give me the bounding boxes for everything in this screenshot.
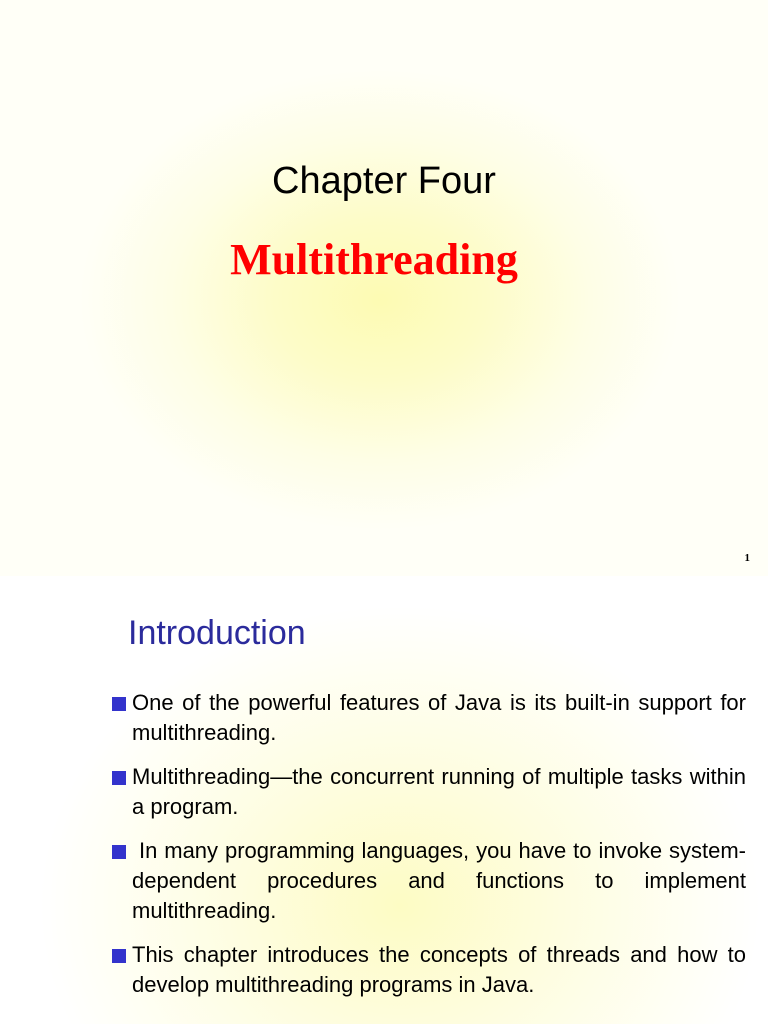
list-item xyxy=(110,762,746,822)
bullet-list xyxy=(110,688,753,1014)
chapter-title: Chapter Four xyxy=(272,160,496,202)
bullet-text: In many programming languages, you have to invoke system-dependent procedures and functions to implement multithreading. xyxy=(132,838,753,923)
list-item xyxy=(110,688,746,748)
bullet-text: This chapter introduces the concepts of threads and how to develop multithreading programs in Java. xyxy=(132,942,746,997)
square-bullet-icon xyxy=(112,949,126,963)
section-heading: Introduction xyxy=(128,614,306,652)
introduction-slide xyxy=(0,576,768,1024)
bullet-text: Multithreading—the concurrent running of multiple tasks within a program. xyxy=(132,764,746,819)
square-bullet-icon xyxy=(112,697,126,711)
bullet-text: One of the powerful features of Java is its built-in support for multithreading. xyxy=(132,690,746,745)
square-bullet-icon xyxy=(112,845,126,859)
list-item xyxy=(110,940,746,1000)
square-bullet-icon xyxy=(112,771,126,785)
list-item xyxy=(110,836,753,926)
chapter-subtitle: Multithreading xyxy=(230,235,518,284)
page-number: 1 xyxy=(744,552,750,564)
